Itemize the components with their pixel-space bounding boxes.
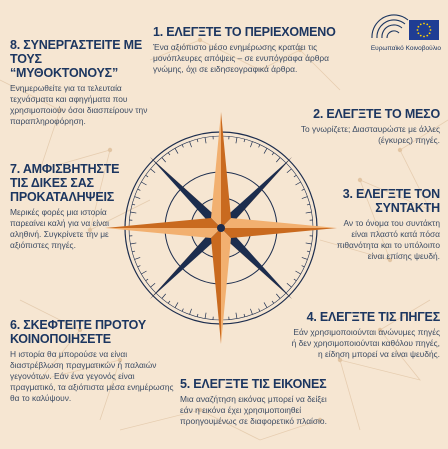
logo-label: Ευρωπαϊκό Κοινοβούλιο — [370, 45, 441, 52]
step-4-body: Εάν χρησιμοποιούνται ανώνυμες πηγές ή δεν χρησιμοποιούνται καθόλου πηγές, η είδηση μπορεί να είναι ψευδής. — [291, 327, 440, 359]
step-3-body: Αν το όνομα του συντάκτη είναι πλαστό κατά πόσα πιθανότητα και το υπόλοιπο είναι επίσης ψευδή. — [336, 218, 440, 261]
step-5-title: 5. ΕΛΕΓΞΤΕ ΤΙΣ ΕΙΚΟΝΕΣ — [180, 377, 327, 391]
step-8-title: 8. ΣΥΝΕΡΓΑΣΤΕΙΤΕ ΜΕ ΤΟΥΣ “ΜΥΘΟΚΤΟΝΟΥΣ” — [10, 38, 142, 80]
step-2-body: Το γνωρίζετε; Διασταυρώστε με άλλες (έγκυρες) πηγές. — [300, 124, 440, 145]
step-6-block — [10, 318, 175, 404]
step-7-body: Μερικές φορές μια ιστορία παρεαίνει καλή για να είναι αληθινή. Συγκρίνετε την με αξιόπιστες πηγές. — [10, 207, 109, 250]
step-1-block — [153, 25, 343, 75]
step-3-title: 3. ΕΛΕΓΞΤΕ ΤΟΝ ΣΥΝΤΑΚΤΗ — [342, 187, 440, 215]
parliament-hemicycle-icon — [368, 8, 442, 48]
step-8-body: Ενημερωθείτε για τα τελευταία τεχνάσματα και αφηγήματα που χρησιμοποιούν όσοι διασπείρουν την παραπληροφόρηση. — [10, 83, 148, 126]
step-6-body: Η ιστορία θα μπορούσε να είναι διαστρέβλωση πραγματικών ή παλαιών γεγονότων. Εάν ένα γεγονός είναι πραγματικό, τα αξιόπιστα μέσα ενημέρωσης θα το καλύψουν. — [10, 349, 174, 403]
step-1-body: Ένα αξιόπιστο μέσο ενημέρωσης κρατάει τις μονόπλευρες απόψεις – σε ενυπόγραφα άρθρα γνώμης, όχι σε ειδησεογραφικά άρθρα. — [153, 42, 329, 74]
step-1-title: 1. ΕΛΕΓΞΤΕ ΤΟ ΠΕΡΙΕΧΟΜΕΝΟ — [153, 25, 336, 39]
step-3-block — [330, 187, 440, 262]
step-2-block — [300, 107, 440, 146]
step-5-block — [180, 377, 330, 427]
step-4-title: 4. ΕΛΕΓΞΤΕ ΤΙΣ ΠΗΓΕΣ — [306, 310, 440, 324]
step-5-body: Μια αναζήτηση εικόνας μπορεί να δείξει εάν η εικόνα έχει χρησιμοποιηθεί προηγουμένως σε διαφορετικό πλαίσιο. — [180, 394, 327, 426]
step-8-block — [10, 38, 150, 127]
step-7-block — [10, 162, 130, 251]
step-4-block — [288, 310, 440, 360]
step-7-title: 7. ΑΜΦΙΣΒΗΤΗΣΤΕ ΤΙΣ ΔΙΚΕΣ ΣΑΣ ΠΡΟΚΑΤΑΛΗΨΕΙΣ — [10, 162, 120, 204]
step-2-title: 2. ΕΛΕΓΞΤΕ ΤΟ ΜΕΣΟ — [313, 107, 440, 121]
step-6-title: 6. ΣΚΕΦΤΕΙΤΕ ΠΡΟΤΟΥ ΚΟΙΝΟΠΟΙΗΣΕΤΕ — [10, 318, 146, 346]
